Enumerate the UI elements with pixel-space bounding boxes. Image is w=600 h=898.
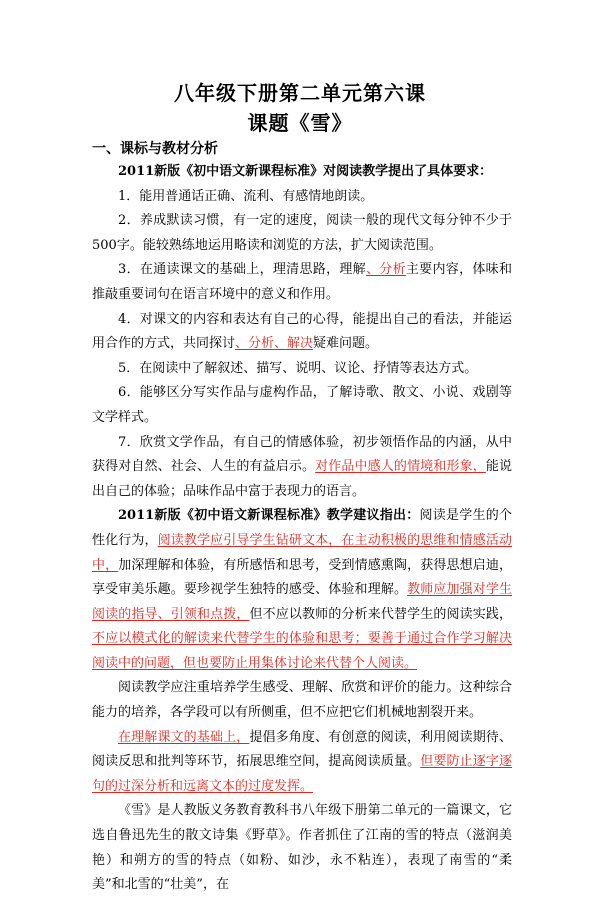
standard-intro: 2011新版《初中语文新课程标准》对阅读教学提出了具体要求： <box>118 164 493 179</box>
lesson-title: 课题《雪》 <box>247 111 353 135</box>
suggestion-lead: 阅读是学生的个性化行为， <box>92 508 512 548</box>
requirement-7-text: 7．欣赏文学作品，有自己的情感体验，初步领悟作品的内涵，从中获得对自然、社会、人生的有益启示。 <box>92 434 512 475</box>
document-body <box>92 160 512 898</box>
suggestion-highlight-3: 不应以模式化的解读来代替学生的体验和思考；要善于通过合作学习解决阅读中的问题，但也要防止用集体讨论来代替个人阅读。 <box>92 631 512 671</box>
reading-quality-paragraph <box>92 726 512 800</box>
quality-text: 提倡多角度、有创意的阅读，利用阅读期待、阅读反思和批判等环节，拓展思维空间，提高阅读质量。 <box>92 729 512 770</box>
requirement-4-rest: 疑难问题。 <box>313 336 379 352</box>
quality-highlight-2: 但要防止逐字逐句的过深分析和远离文本的过度发挥。 <box>92 754 512 794</box>
suggestion-text-1: 加深理解和体验，有所感悟和思考，受到情感熏陶，获得思想启迪，享受审美乐趣。要珍视学生独特的感受、体验和理解。 <box>92 557 512 598</box>
requirement-3 <box>92 258 512 307</box>
requirement-2: 2．养成默读习惯，有一定的速度，阅读一般的现代文每分钟不少于500字。能较熟练地运用略读和浏览的方法，扩大阅读范围。 <box>92 213 512 253</box>
suggestion-highlight-2: 教师应加强对学生阅读的指导、引领和点拨， <box>92 582 512 622</box>
requirement-3-rest: 主要内容，体味和推敲重要词句在语言环境中的意义和作用。 <box>92 262 512 302</box>
requirement-7-highlight: 对作品中感人的情境和形象， <box>315 459 486 475</box>
text-analysis-paragraph: 《雪》是人教版义务教育教科书八年级下册第二单元的一篇课文，它选自鲁迅先生的散文诗集《野草》。作者抓住了江南的雪的特点（滋润美艳）和朔方的雪的特点（如粉、如沙，永不粘连），表现了南雪的“柔美”和北雪的“壮美”，在 <box>92 803 512 893</box>
requirement-4-highlight: 、分析、解决 <box>235 336 314 352</box>
document-title: 八年级下册第二单元第六课 <box>174 81 426 105</box>
requirement-3-text: 3．在通读课文的基础上，理清思路，理解 <box>118 262 366 278</box>
requirement-4-text: 4．对课文的内容和表达有自己的心得，能提出自己的看法，并能运用合作的方式，共同探讨 <box>92 311 512 352</box>
requirement-7-rest: 能说出自己的体验；品味作品中富于表现力的语言。 <box>92 459 512 499</box>
suggestion-text-2: 但不应以教师的分析来代替学生的阅读实践， <box>249 606 512 622</box>
reading-ability-paragraph: 阅读教学应注重培养学生感受、理解、欣赏和评价的能力。这种综合能力的培养，各学段可以有所侧重，但不应把它们机械地割裂开来。 <box>92 680 512 721</box>
requirement-7 <box>92 431 512 505</box>
suggestion-source: 2011新版《初中语文新课程标准》教学建议指出： <box>118 508 420 524</box>
suggestion-highlight-1: 阅读教学应引导学生钻研文本，在主动积极的思维和情感活动中， <box>92 532 512 573</box>
section-heading: 一、课标与教材分析 <box>92 141 218 157</box>
requirement-4 <box>92 308 512 357</box>
requirement-5: 5．在阅读中了解叙述、描写、说明、议论、抒情等表达方式。 <box>118 360 478 376</box>
requirement-6: 6．能够区分写实作品与虚构作品，了解诗歌、散文、小说、戏剧等文学样式。 <box>92 385 512 425</box>
quality-highlight-1: 在理解课文的基础上， <box>118 729 250 745</box>
teaching-suggestion <box>92 504 512 676</box>
requirement-3-highlight: 、分析 <box>365 262 406 278</box>
requirement-1: 1．能用普通话正确、流利、有感情地朗读。 <box>118 188 374 204</box>
